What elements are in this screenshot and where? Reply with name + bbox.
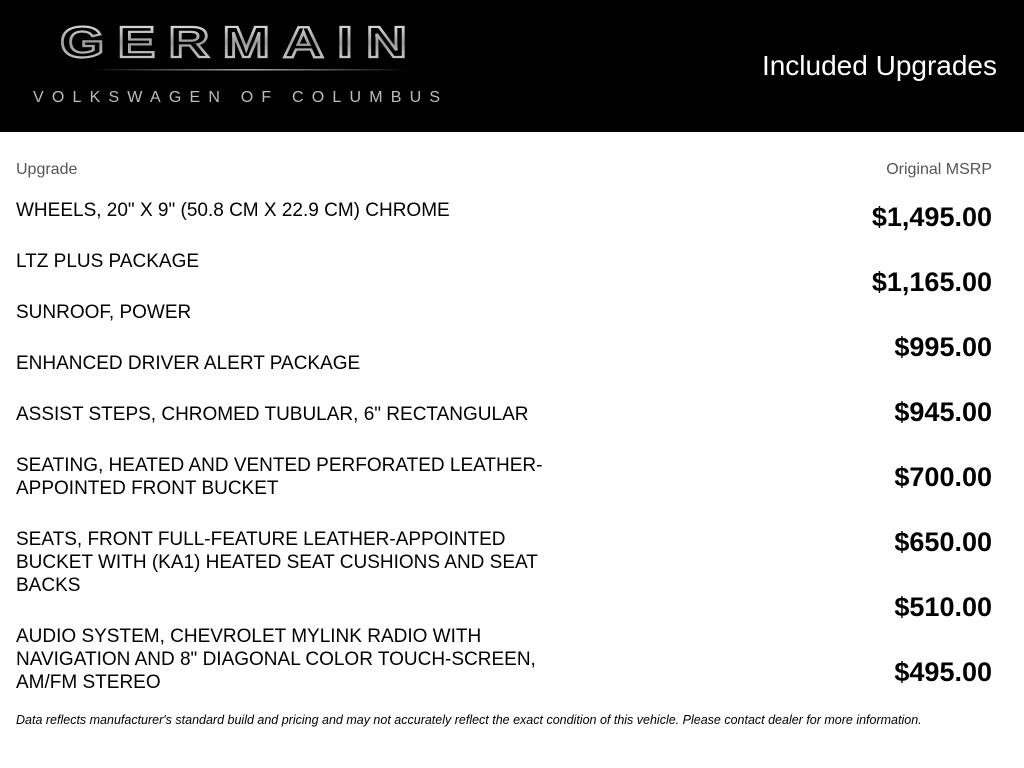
msrp-price: $1,495.00 xyxy=(871,202,992,232)
upgrade-item: SEATS, FRONT FULL-FEATURE LEATHER-APPOINTED BUCKET WITH (KA1) HEATED SEAT CUSHIONS AND SEAT BACKS xyxy=(16,529,538,596)
page-title: Included Upgrades xyxy=(761,50,997,81)
msrp-price: $945.00 xyxy=(894,397,992,427)
logo-word: GERMAIN xyxy=(60,18,420,67)
upgrade-item: SEATING, HEATED AND VENTED PERFORATED LEATHER-APPOINTED FRONT BUCKET xyxy=(16,455,543,499)
upgrade-item: LTZ PLUS PACKAGE xyxy=(16,251,200,272)
upgrade-item: AUDIO SYSTEM, CHEVROLET MYLINK RADIO WITH NAVIGATION AND 8" DIAGONAL COLOR TOUCH-SCREEN, AM/FM STEREO xyxy=(16,626,536,693)
header-banner xyxy=(0,0,1024,132)
msrp-price: $650.00 xyxy=(894,527,992,557)
upgrade-item: WHEELS, 20" X 9" (50.8 CM X 22.9 CM) CHROME xyxy=(16,200,450,221)
msrp-price: $995.00 xyxy=(894,332,992,362)
msrp-price: $510.00 xyxy=(894,592,992,622)
upgrade-list xyxy=(16,199,576,722)
upgrade-item: ASSIST STEPS, CHROMED TUBULAR, 6" RECTANGULAR xyxy=(16,404,529,425)
dealer-logo xyxy=(30,14,460,114)
column-header-msrp: Original MSRP xyxy=(886,161,992,178)
germain-logo-graphic xyxy=(30,14,460,114)
column-header-upgrade: Upgrade xyxy=(16,161,78,178)
upgrade-item: SUNROOF, POWER xyxy=(16,302,192,323)
msrp-price: $700.00 xyxy=(894,462,992,492)
price-list xyxy=(752,199,992,719)
disclaimer-text: Data reflects manufacturer's standard build and pricing and may not accurately reflect the exact condition of this vehicle. Please contact dealer for more information. xyxy=(16,713,922,727)
upgrade-item: ENHANCED DRIVER ALERT PACKAGE xyxy=(16,353,361,374)
logo-subtitle: VOLKSWAGEN OF COLUMBUS xyxy=(33,89,445,106)
msrp-price: $495.00 xyxy=(894,657,992,687)
msrp-price: $1,165.00 xyxy=(871,267,992,297)
